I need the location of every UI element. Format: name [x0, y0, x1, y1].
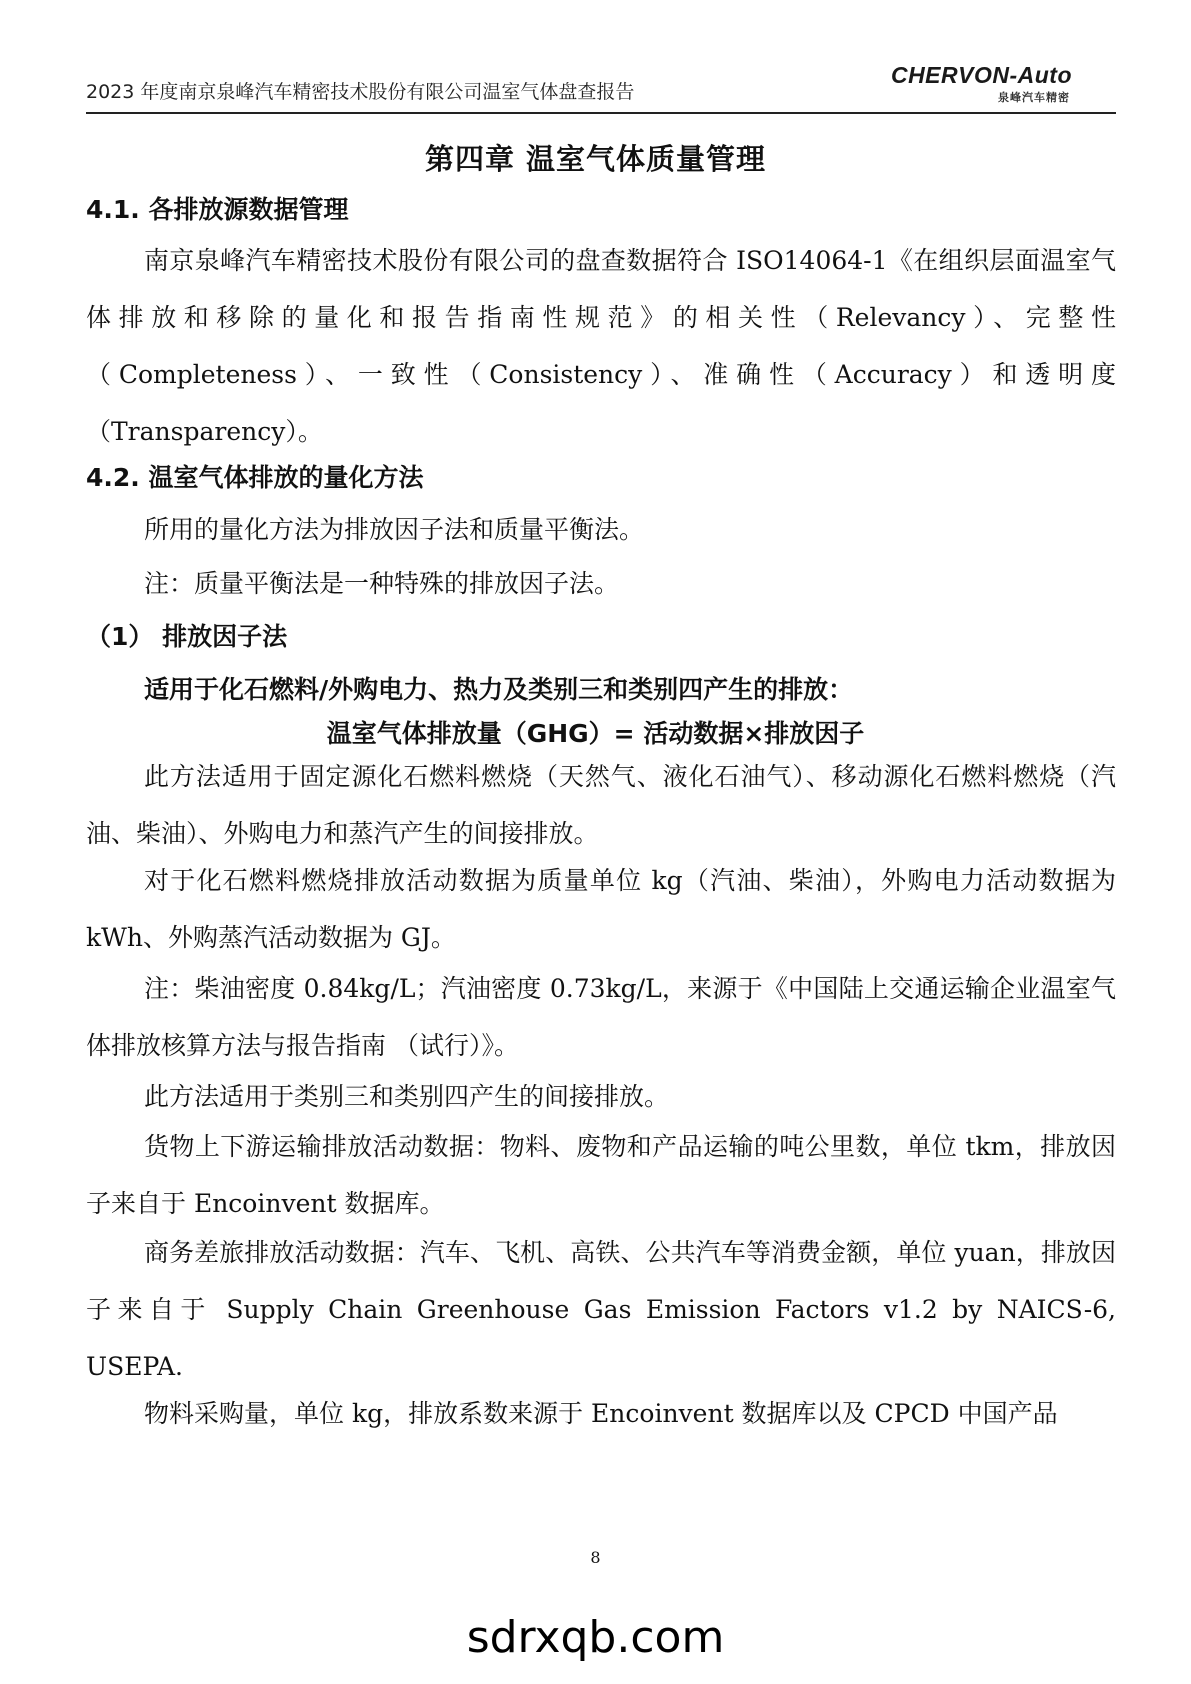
section-4-1-paragraph: 南京泉峰汽车精密技术股份有限公司的盘查数据符合 ISO14064-1《在组织层面温室气体排放和移除的量化和报告指南性规范》的相关性（Relevancy）、完整性（Completeness）、一致性（Consistency）、准确性（Accuracy）和透明度（Transparency）。 — [86, 246, 1116, 446]
fuel-density-note: 注：柴油密度 0.84kg/L；汽油密度 0.73kg/L，来源于《中国陆上交通运输企业温室气体排放核算方法与报告指南 （试行）》。 — [86, 974, 1116, 1060]
company-logo — [832, 62, 1072, 106]
business-travel-paragraph: 商务差旅排放活动数据：汽车、飞机、高铁、公共汽车等消费金额，单位 yuan，排放因子来自于 Supply Chain Greenhouse Gas Emission Factors v1.2 by NAICS-6, USEPA. — [86, 1238, 1116, 1381]
chapter-title: 第四章 温室气体质量管理 — [424, 142, 767, 176]
section-heading-4-2: 4.2. 温室气体排放的量化方法 — [86, 463, 424, 492]
subsection-heading-emission-factor: （1） 排放因子法 — [86, 622, 288, 651]
method-scope-paragraph-2: 此方法适用于类别三和类别四产生的间接排放。 — [144, 1082, 670, 1111]
emission-factor-scope: 适用于化石燃料/外购电力、热力及类别三和类别四产生的排放： — [144, 675, 854, 704]
section-heading-4-1: 4.1. 各排放源数据管理 — [86, 195, 349, 224]
logo-wordmark: CHERVON-Auto — [890, 62, 1072, 88]
purchased-materials-paragraph: 物料采购量，单位 kg，排放系数来源于 Encoinvent 数据库以及 CPCD 中国产品 — [144, 1399, 1058, 1428]
quantification-methods-text: 所用的量化方法为排放因子法和质量平衡法。 — [144, 515, 645, 544]
activity-data-paragraph: 对于化石燃料燃烧排放活动数据为质量单位 kg（汽油、柴油），外购电力活动数据为 kWh、外购蒸汽活动数据为 GJ。 — [86, 866, 1116, 952]
header-divider — [86, 112, 1116, 114]
page-header — [86, 58, 1116, 110]
page-number: 8 — [590, 1548, 601, 1567]
ghg-formula: 温室气体排放量（GHG）= 活动数据×排放因子 — [326, 719, 865, 748]
header-title: 2023 年度南京泉峰汽车精密技术股份有限公司温室气体盘查报告 — [86, 81, 635, 103]
logo-subtitle: 泉峰汽车精密 — [998, 91, 1070, 104]
watermark: sdrxqb.com — [466, 1612, 725, 1663]
method-scope-paragraph-1: 此方法适用于固定源化石燃料燃烧（天然气、液化石油气）、移动源化石燃料燃烧（汽油、柴油）、外购电力和蒸汽产生的间接排放。 — [86, 762, 1116, 848]
mass-balance-note: 注：质量平衡法是一种特殊的排放因子法。 — [144, 569, 620, 598]
transport-activity-paragraph: 货物上下游运输排放活动数据：物料、废物和产品运输的吨公里数，单位 tkm，排放因子来自于 Encoinvent 数据库。 — [86, 1132, 1116, 1218]
